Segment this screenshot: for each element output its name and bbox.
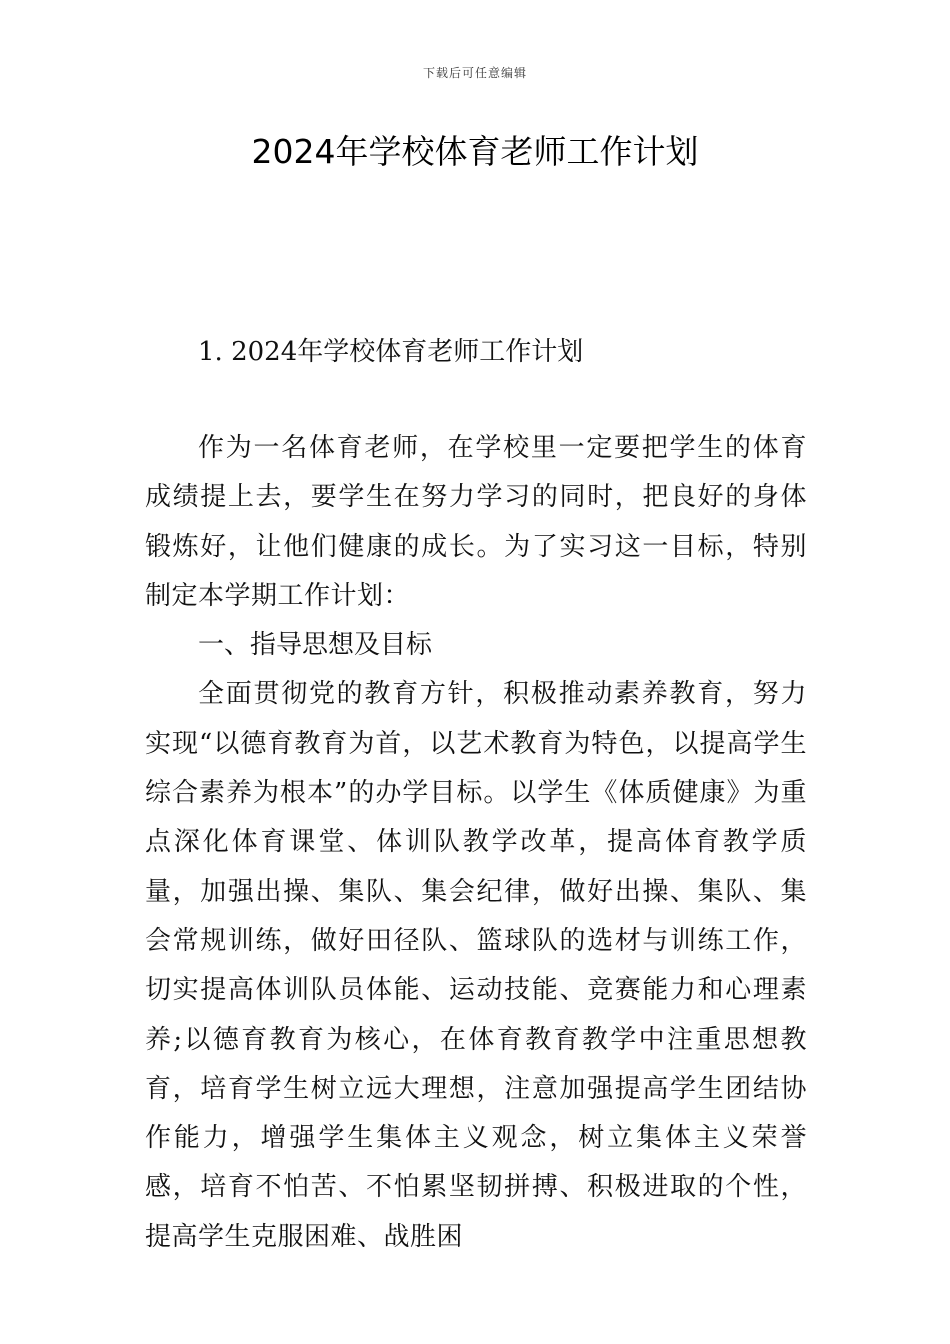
guiding-ideology-paragraph: 全面贯彻党的教育方针，积极推动素养教育，努力实现“以德育教育为首，以艺术教育为特色，以提高学生综合素养为根本”的办学目标。以学生《体质健康》为重点深化体育课堂、体训队教学改革，提高体育教学质量，加强出操、集队、集会纪律，做好出操、集队、集会常规训练，做好田径队、篮球队的选材与训练工作，切实提高体训队员体能、运动技能、竞赛能力和心理素养;以德育教育为核心，在体育教育教学中注重思想教育，培育学生树立远大理想，注意加强提高学生团结协作能力，增强学生集体主义观念，树立集体主义荣誉感，培育不怕苦、不怕累坚韧拼搏、积极进取的个性，提高学生克服困难、战胜困 bbox=[145, 679, 807, 1252]
intro-paragraph: 作为一名体育老师，在学校里一定要把学生的体育成绩提上去，要学生在努力学习的同时，把良好的身体锻炼好，让他们健康的成长。为了实习这一目标，特别制定本学期工作计划： bbox=[145, 433, 807, 611]
header-note: 下载后可任意编辑 bbox=[422, 66, 527, 80]
section-heading: 1. 2024年学校体育老师工作计划 bbox=[198, 337, 584, 367]
document-title: 2024年学校体育老师工作计划 bbox=[251, 132, 699, 171]
document-body bbox=[145, 424, 807, 1262]
subheading-guiding-ideology: 一、指导思想及目标 bbox=[198, 630, 433, 661]
